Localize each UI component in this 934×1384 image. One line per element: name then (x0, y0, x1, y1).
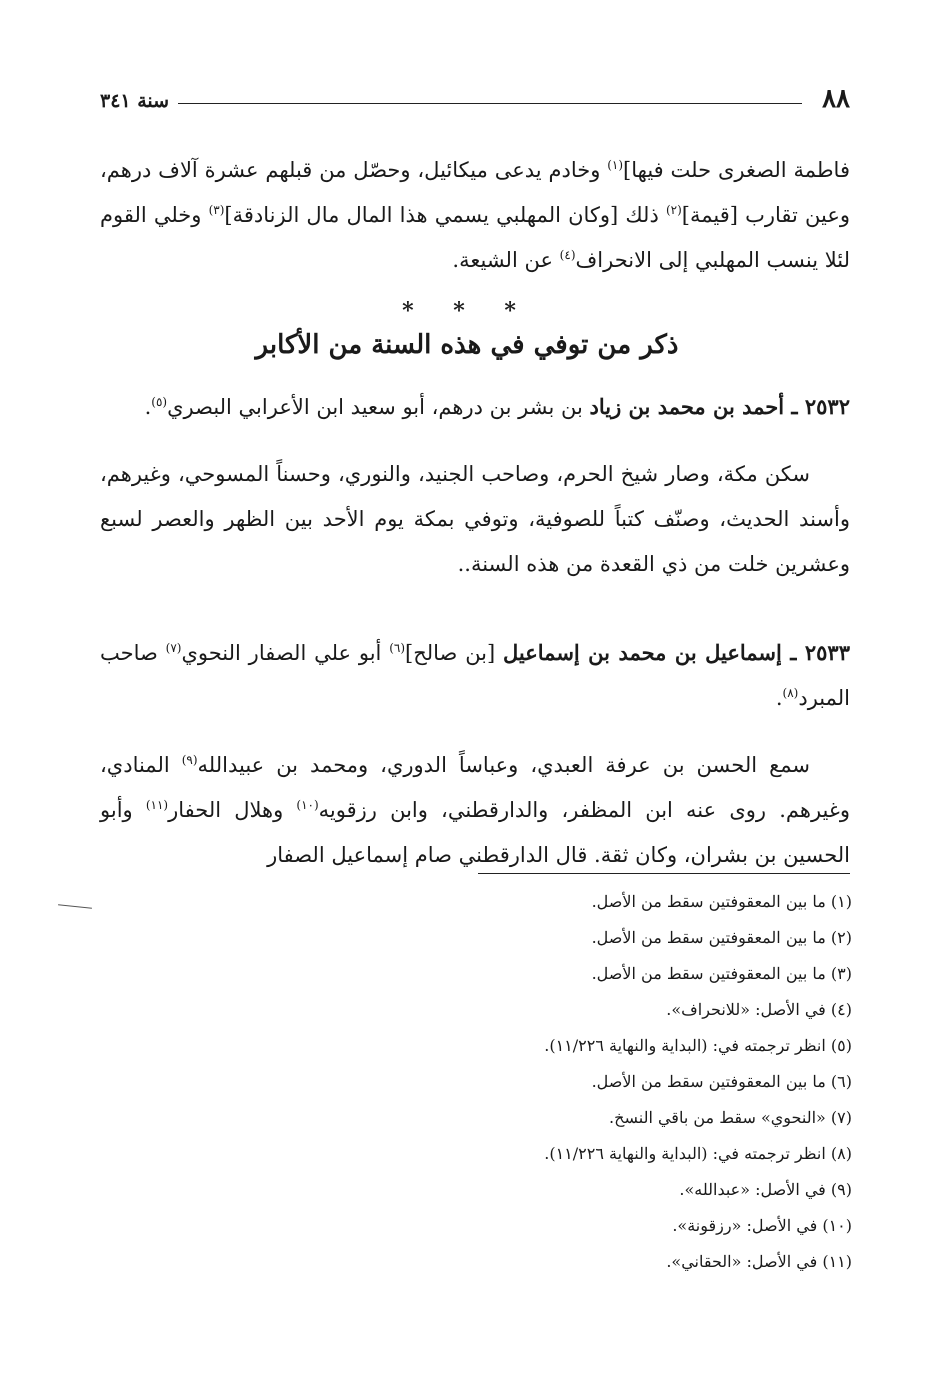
footnote-10: (١٠) في الأصل: «رزقونة». (672, 1216, 852, 1235)
footnote-6: (٦) ما بين المعقوفتين سقط من الأصل. (591, 1072, 852, 1091)
entry-2533-body-3: وهلال الحفار (168, 798, 297, 822)
entry-2533-body-4: وأبو الحسين بن بشران، وكان ثقة. قال الدارقطني صام إسماعيل الصفار (100, 798, 850, 867)
intro-paragraph (100, 148, 850, 283)
footnote-8: (٨) انظر ترجمته في: (البداية والنهاية ١١/٢٢٦). (544, 1144, 852, 1163)
footnote-ref-5[interactable]: (٥) (151, 395, 168, 409)
entry-2533 (100, 630, 850, 878)
entry-2533-body-2: المنادي، وغيرهم. روى عنه ابن المظفر، والدارقطني، وابن رزقويه (100, 753, 850, 822)
entry-2533-name: ٢٥٣٣ ـ إسماعيل بن محمد بن إسماعيل (503, 640, 850, 665)
footnote-ref-9[interactable]: (٩) (181, 753, 198, 767)
footnote-ref-11[interactable]: (١١) (145, 798, 169, 812)
entry-2533-body-1: سمع الحسن بن عرفة العبدي، وعباساً الدوري، ومحمد بن عبيدالله (197, 753, 810, 777)
entry-2533-end: . (775, 686, 783, 710)
section-title: ذكر من توفي في هذه السنة من الأكابر (255, 330, 679, 360)
entry-2533-kunya: أبو علي الصفار النحوي (181, 641, 390, 665)
footnote-11: (١١) في الأصل: «الحقاني». (666, 1252, 852, 1271)
entry-2532 (100, 384, 850, 587)
intro-seg-2: وخادم يدعى ميكائيل، وحصّل من قبلهم عشرة آلاف درهم، وعين تقارب [قيمة] (100, 158, 850, 227)
intro-seg-3: ذلك [وكان المهلبي يسمي هذا المال مال الزنادقة] (224, 203, 666, 227)
entry-2532-heading (100, 384, 850, 430)
footnote-ref-2[interactable]: (٢) (665, 203, 682, 217)
intro-text (100, 148, 850, 283)
entry-2533-bracket: [بن صالح] (405, 641, 504, 665)
margin-mark (58, 904, 92, 909)
section-separator: * * * (402, 298, 532, 324)
page-number: ٨٨ (822, 84, 850, 114)
footnote-1: (١) ما بين المعقوفتين سقط من الأصل. (591, 892, 852, 911)
footnote-ref-3[interactable]: (٣) (208, 203, 225, 217)
footnote-ref-7[interactable]: (٧) (165, 641, 182, 655)
footnote-3: (٣) ما بين المعقوفتين سقط من الأصل. (591, 964, 852, 983)
footnote-7: (٧) «النحوي» سقط من باقي النسخ. (609, 1108, 852, 1127)
entry-2532-body: سكن مكة، وصار شيخ الحرم، وصاحب الجنيد، والنوري، وحسناً المسوحي، وغيرهم، وأسند الحديث، وصنّف كتباً للصوفية، وتوفي بمكة يوم الأحد بين الظهر والعصر لسبع وعشرين خلت من ذي القعدة من هذه السنة.. (100, 462, 850, 576)
intro-seg-5: عن الشيعة. (452, 248, 560, 272)
footnote-ref-1[interactable]: (١) (607, 158, 624, 172)
entry-2532-name: ٢٥٣٢ ـ أحمد بن محمد بن زياد (589, 394, 850, 419)
footnote-5: (٥) انظر ترجمته في: (البداية والنهاية ١١/٢٢٦). (544, 1036, 852, 1055)
running-header (100, 84, 850, 124)
header-year-label: سنة ٣٤١ (100, 90, 170, 112)
entry-2533-heading (100, 630, 850, 721)
entry-2532-end: . (144, 395, 152, 419)
footnote-ref-8[interactable]: (٨) (782, 686, 799, 700)
footnote-9: (٩) في الأصل: «عبدالله». (679, 1180, 852, 1199)
entry-2532-lineage: بن بشر بن درهم، أبو سعيد ابن الأعرابي البصري (167, 395, 590, 419)
header-rule (178, 103, 802, 104)
footnotes (420, 884, 852, 1280)
footnote-2: (٢) ما بين المعقوفتين سقط من الأصل. (591, 928, 852, 947)
footnote-ref-6[interactable]: (٦) (389, 641, 406, 655)
entry-2533-body (100, 743, 850, 878)
footnote-4: (٤) في الأصل: «للانحراف». (666, 1000, 852, 1019)
intro-seg-4: وخلي القوم لئلا ينسب المهلبي إلى الانحراف (100, 203, 850, 272)
footnote-ref-10[interactable]: (١٠) (296, 798, 319, 812)
footnote-ref-4[interactable]: (٤) (559, 248, 576, 262)
intro-seg-1: فاطمة الصغرى حلت فيها] (623, 158, 850, 182)
footnote-divider (478, 873, 850, 874)
entry-2533-title: صاحب المبرد (100, 641, 850, 710)
